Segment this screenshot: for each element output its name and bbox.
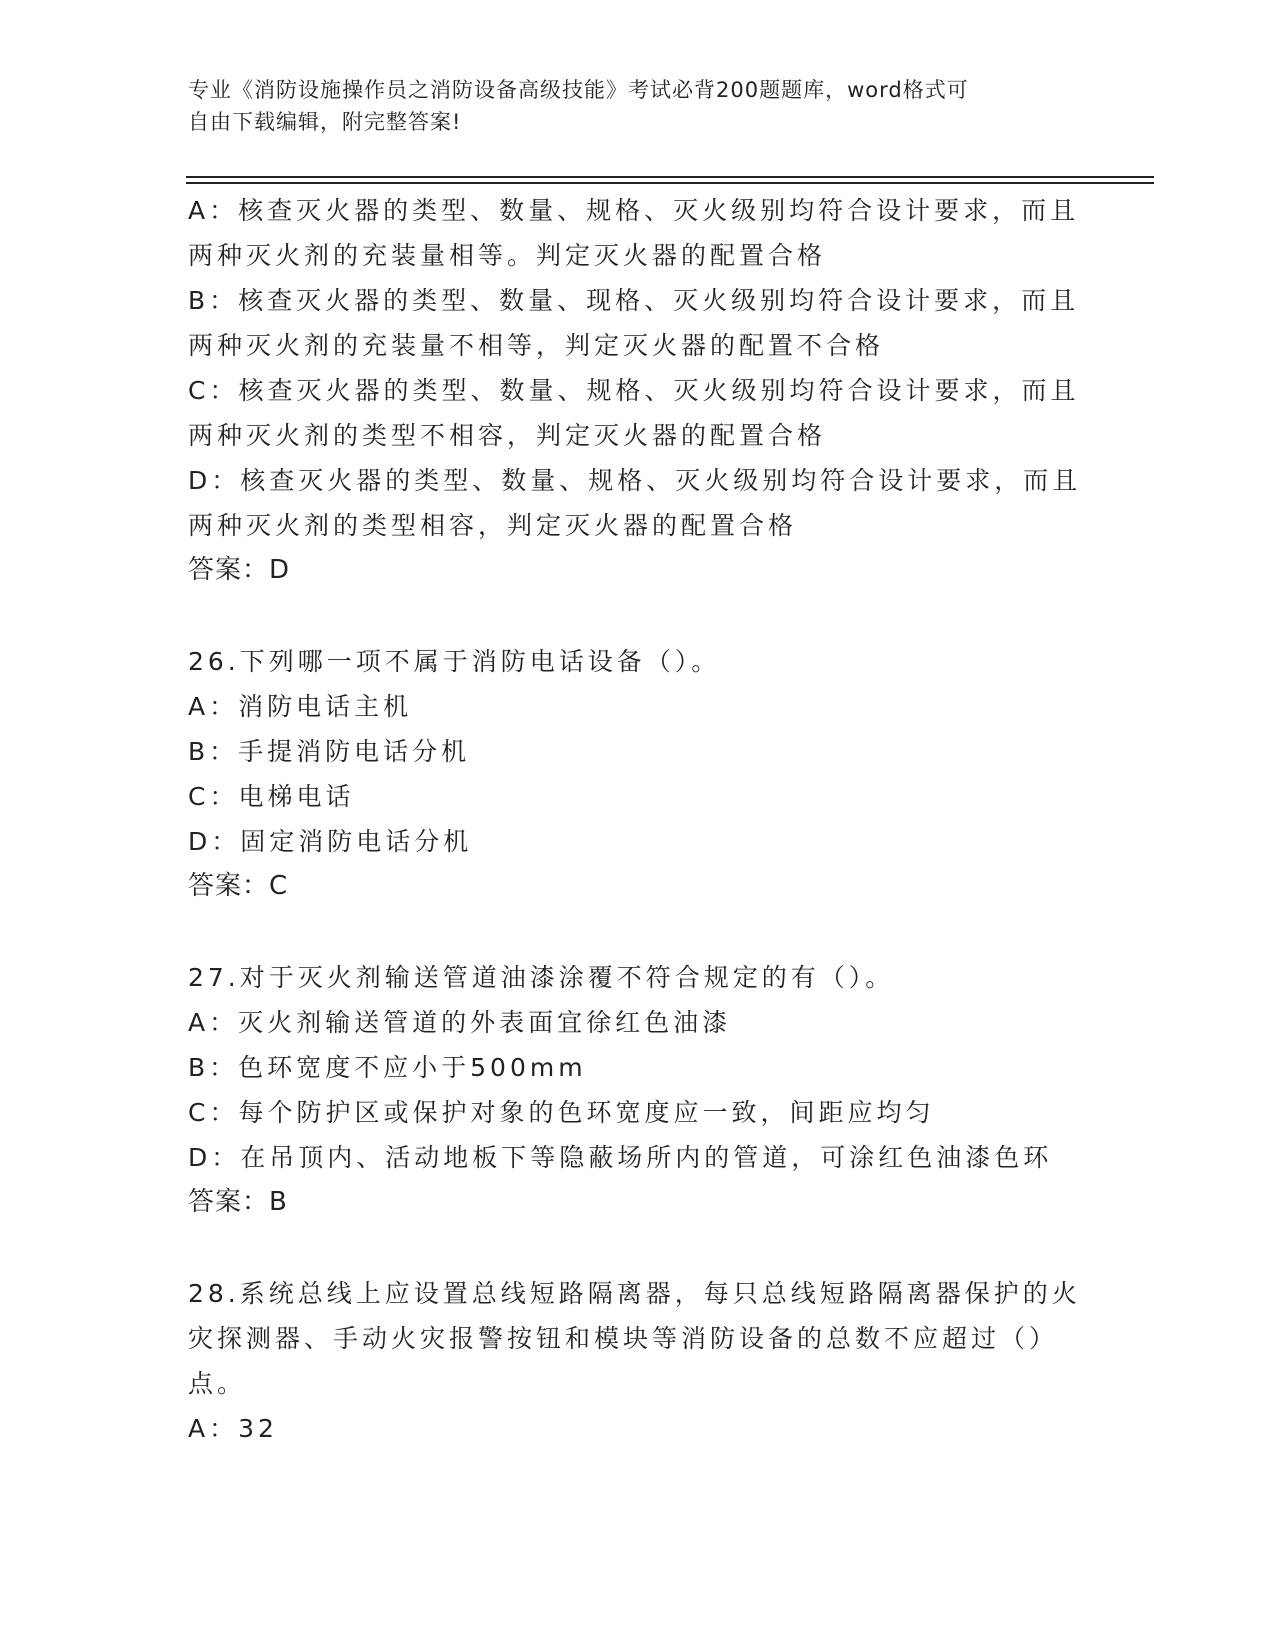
- option-a: A：灭火剂输送管道的外表面宜徐红色油漆: [188, 1008, 732, 1037]
- option-d: D：在吊顶内、活动地板下等隐蔽场所内的管道，可涂红色油漆色环: [188, 1143, 1053, 1172]
- question-text: 灾探测器、手动火灾报警按钮和模块等消防设备的总数不应超过（）: [188, 1324, 1059, 1353]
- option-c: C：每个防护区或保护对象的色环宽度应一致，间距应均匀: [188, 1098, 935, 1127]
- question-text: 26.下列哪一项不属于消防电话设备（）。: [188, 647, 721, 676]
- option-line: 两种灭火剂的充装量相等。判定灭火器的配置合格: [188, 241, 827, 270]
- option-c: C：电梯电话: [188, 782, 355, 811]
- header-line-2: 自由下载编辑，附完整答案!: [188, 110, 462, 134]
- option-line: A：核查灭火器的类型、数量、规格、灭火级别均符合设计要求，而且: [188, 196, 1080, 225]
- option-line: 两种灭火剂的充装量不相等，判定灭火器的配置不合格: [188, 331, 885, 360]
- question-text: 28.系统总线上应设置总线短路隔离器，每只总线短路隔离器保护的火: [188, 1279, 1081, 1308]
- option-d: D：固定消防电话分机: [188, 827, 473, 856]
- question-text: 点。: [188, 1369, 247, 1398]
- question-26: [188, 639, 1088, 909]
- option-line: B：核查灭火器的类型、数量、现格、灭火级别均符合设计要求，而且: [188, 286, 1080, 315]
- spacer: [188, 1225, 1088, 1271]
- answer: 答案：C: [188, 871, 289, 901]
- header-line-1: 专业《消防设施操作员之消防设备高级技能》考试必背200题题库，word格式可: [188, 78, 969, 102]
- answer: 答案：D: [188, 555, 291, 585]
- option-line: C：核查灭火器的类型、数量、规格、灭火级别均符合设计要求，而且: [188, 376, 1080, 405]
- option-line: 两种灭火剂的类型相容，判定灭火器的配置合格: [188, 511, 798, 540]
- header-divider-top: [186, 176, 1154, 178]
- question-28: [188, 1271, 1088, 1451]
- question-25: [188, 188, 1088, 593]
- option-b: B：色环宽度不应小于500mm: [188, 1053, 587, 1082]
- header-divider-bottom: [186, 182, 1154, 184]
- question-content: [188, 188, 1088, 1451]
- option-a: A：32: [188, 1414, 278, 1443]
- question-text: 27.对于灭火剂输送管道油漆涂覆不符合规定的有（）。: [188, 963, 895, 992]
- spacer: [188, 593, 1088, 639]
- document-header: [188, 74, 1068, 138]
- question-27: [188, 955, 1088, 1225]
- option-line: 两种灭火剂的类型不相容，判定灭火器的配置合格: [188, 421, 827, 450]
- option-b: B：手提消防电话分机: [188, 737, 471, 766]
- spacer: [188, 909, 1088, 955]
- option-a: A：消防电话主机: [188, 692, 413, 721]
- option-line: D：核查灭火器的类型、数量、规格、灭火级别均符合设计要求，而且: [188, 466, 1082, 495]
- answer: 答案：B: [188, 1187, 288, 1217]
